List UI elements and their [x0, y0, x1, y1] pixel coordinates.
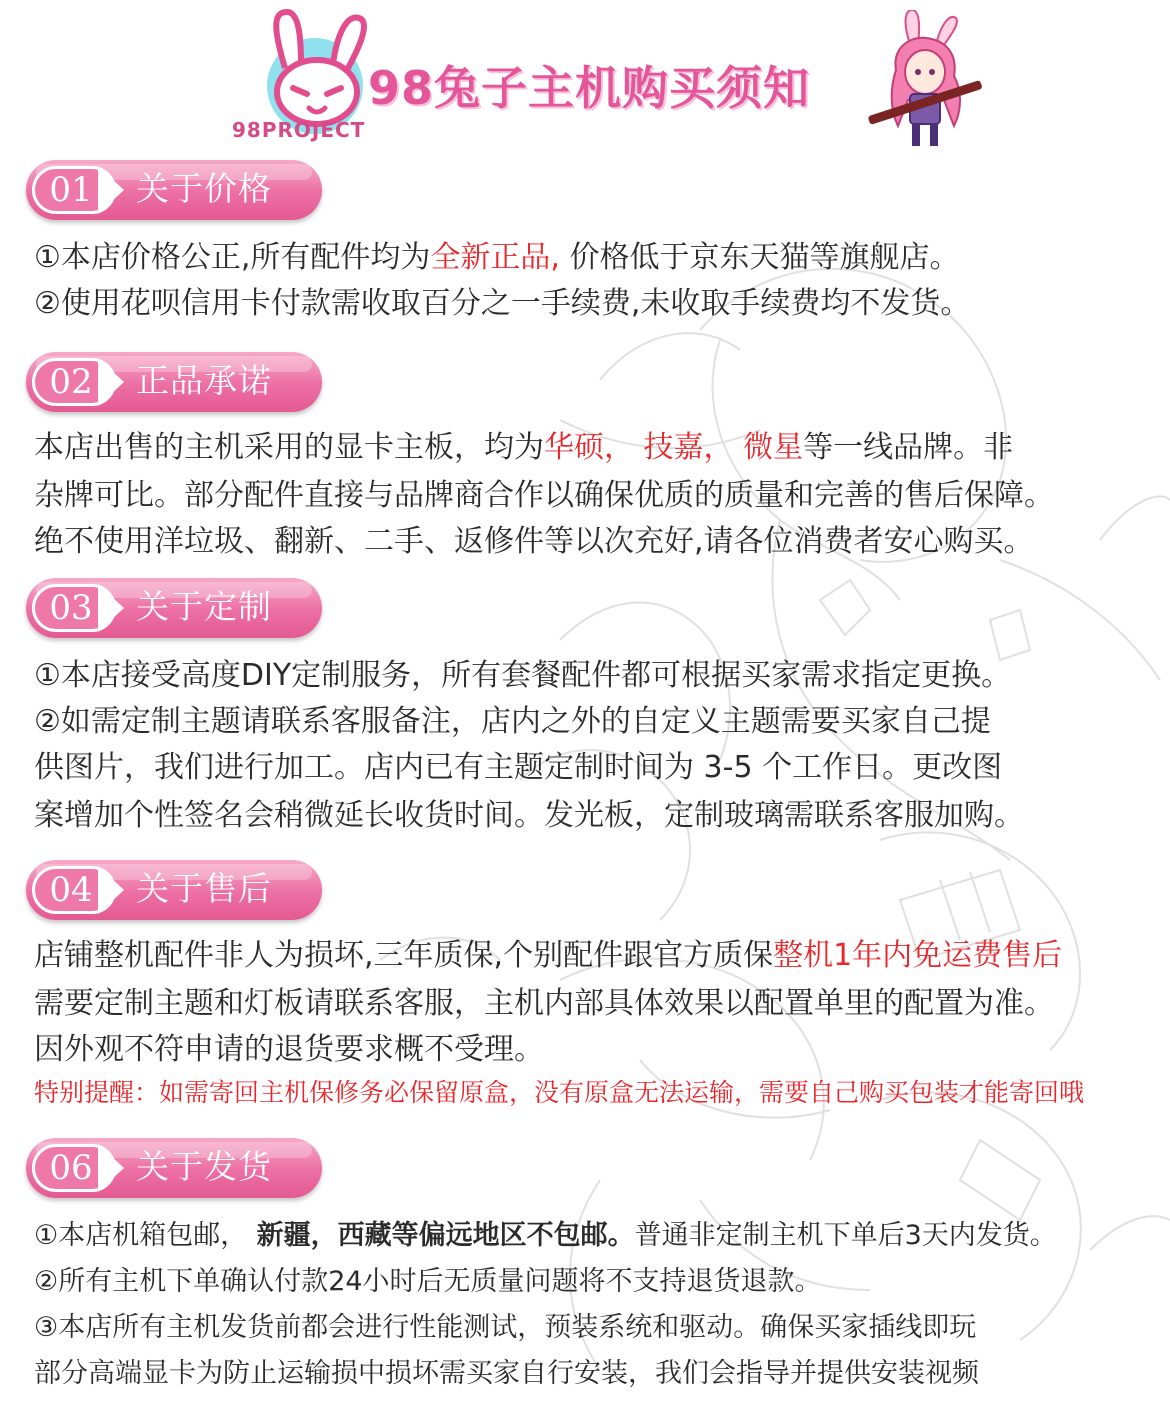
section-number: 04	[49, 870, 93, 910]
section-title: 关于发货	[136, 1147, 272, 1186]
section-badge-aftersales	[26, 860, 322, 920]
genuine-line-3: 绝不使用洋垃圾、翻新、二手、返修件等以次充好,请各位消费者安心购买。	[34, 524, 1034, 559]
custom-line-1: ①本店接受高度DIY定制服务，所有套餐配件都可根据买家需求指定更换。	[34, 658, 1012, 693]
section-number: 01	[49, 170, 93, 210]
aftersales-line-2: 需要定制主题和灯板请联系客服，主机内部具体效果以配置单里的配置为准。	[34, 986, 1054, 1021]
section-badge-shipping	[26, 1138, 322, 1198]
shipping-line-4: 部分高端显卡为防止运输损中损坏需买家自行安装，我们会指导并提供安装视频	[34, 1358, 979, 1389]
aftersales-line-3: 因外观不符申请的退货要求概不受理。	[34, 1032, 544, 1067]
shipping-line-2: ②所有主机下单确认付款24小时后无质量问题将不支持退货退款。	[34, 1266, 822, 1297]
price-line-1: ①本店价格公正,所有配件均为全新正品, 价格低于京东天猫等旗舰店。	[34, 240, 960, 275]
custom-line-3: 供图片，我们进行加工。店内已有主题定制时间为 3-5 个工作日。更改图	[34, 750, 1003, 785]
section-number: 06	[49, 1148, 93, 1188]
logo-caption: 98PROJECT	[232, 118, 366, 142]
bunny-girl-mascot-icon	[862, 10, 992, 150]
header	[0, 0, 1170, 150]
aftersales-line-1: 店铺整机配件非人为损坏,三年质保,个别配件跟官方质保整机1年内免运费售后	[34, 938, 1063, 973]
custom-line-4: 案增加个性签名会稍微延长收货时间。发光板，定制玻璃需联系客服加购。	[34, 798, 1024, 833]
section-badge-custom	[26, 578, 322, 638]
shipping-line-1: ①本店机箱包邮， 新疆，西藏等偏远地区不包邮。普通非定制主机下单后3天内发货。	[34, 1220, 1057, 1251]
section-number: 02	[49, 362, 93, 402]
section-title: 关于售后	[136, 869, 272, 908]
genuine-line-1: 本店出售的主机采用的显卡主板，均为华硕， 技嘉， 微星等一线品牌。非	[34, 430, 1014, 465]
section-title: 关于定制	[136, 587, 272, 626]
section-badge-price	[26, 160, 322, 220]
page-title: 98兔子主机购买须知	[368, 61, 811, 115]
section-title: 关于价格	[136, 169, 272, 208]
section-number: 03	[49, 588, 93, 628]
aftersales-warning: 特别提醒：如需寄回主机保修务必保留原盒，没有原盒无法运输，需要自己购买包装才能寄回哦	[34, 1078, 1085, 1107]
genuine-line-2: 杂牌可比。部分配件直接与品牌商合作以确保优质的质量和完善的售后保障。	[34, 478, 1054, 513]
section-badge-genuine	[26, 352, 322, 412]
section-title: 正品承诺	[136, 361, 272, 400]
price-line-2: ②使用花呗信用卡付款需收取百分之一手续费,未收取手续费均不发货。	[34, 286, 971, 321]
shipping-line-3: ③本店所有主机发货前都会进行性能测试，预装系统和驱动。确保买家插线即玩	[34, 1312, 977, 1343]
custom-line-2: ②如需定制主题请联系客服备注，店内之外的自定义主题需要买家自己提	[34, 704, 991, 739]
